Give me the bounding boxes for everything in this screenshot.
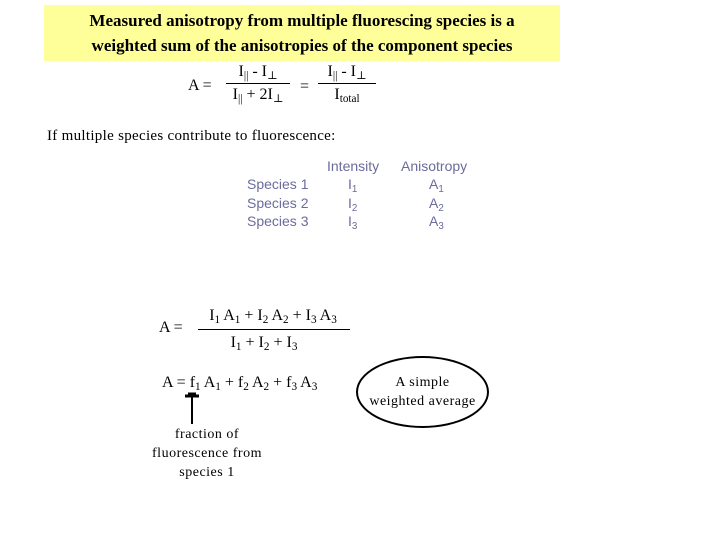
eq2-fraction-line bbox=[198, 329, 350, 330]
eq1-denominator: $I_{||} + 2I_\perp$ bbox=[232, 86, 284, 105]
title-line-1: Measured anisotropy from multiple fluorescing species is a bbox=[89, 11, 515, 30]
table-species-3: Species 3 bbox=[247, 213, 309, 229]
eq2-numerator: $I_1$ $A_1 + I_2$ $A_2 + I_3$ $A_3$ bbox=[209, 307, 337, 326]
table-anisotropy-2: $A_2$ bbox=[429, 195, 444, 214]
eq2-lhs: A = bbox=[159, 319, 183, 336]
eq1-equals: = bbox=[300, 78, 310, 95]
weighted-average-note: A simple weighted average bbox=[356, 356, 489, 428]
table-intensity-2: $I_2$ bbox=[348, 195, 358, 214]
arrow-up-icon bbox=[180, 390, 204, 426]
eq3-weighted-sum: $A = f_1$ $A_1 + f_2$ $A_2 + f_3$ $A_3$ bbox=[162, 374, 318, 393]
table-anisotropy-1: $A_1$ bbox=[429, 176, 444, 195]
table-species-1: Species 1 bbox=[247, 176, 309, 192]
table-anisotropy-3: $A_3$ bbox=[429, 213, 444, 232]
eq1-numerator-2: $I_{||} - I_\perp$ bbox=[327, 63, 367, 82]
title-line-2: weighted sum of the anisotropies of the component species bbox=[91, 36, 513, 55]
table-header-anisotropy: Anisotropy bbox=[401, 158, 468, 174]
eq1-lhs: A = bbox=[188, 77, 212, 94]
eq1-numerator: $I_{||} - I_\perp$ bbox=[238, 63, 278, 82]
eq1-fraction-line bbox=[226, 83, 290, 84]
title-box bbox=[44, 5, 560, 61]
table-header-intensity: Intensity bbox=[327, 158, 380, 174]
eq1-denominator-2: $I_{total}$ bbox=[334, 86, 360, 105]
fraction-note: fraction of fluorescence from species 1 bbox=[152, 427, 262, 480]
eq2-denominator: $I_1 + I_2 + I_3$ bbox=[230, 334, 298, 353]
intro-text: If multiple species contribute to fluorescence: bbox=[47, 128, 336, 144]
eq1-fraction-line-2 bbox=[318, 83, 376, 84]
table-species-2: Species 2 bbox=[247, 195, 309, 211]
table-intensity-3: $I_3$ bbox=[348, 213, 358, 232]
table-intensity-1: $I_1$ bbox=[348, 176, 358, 195]
